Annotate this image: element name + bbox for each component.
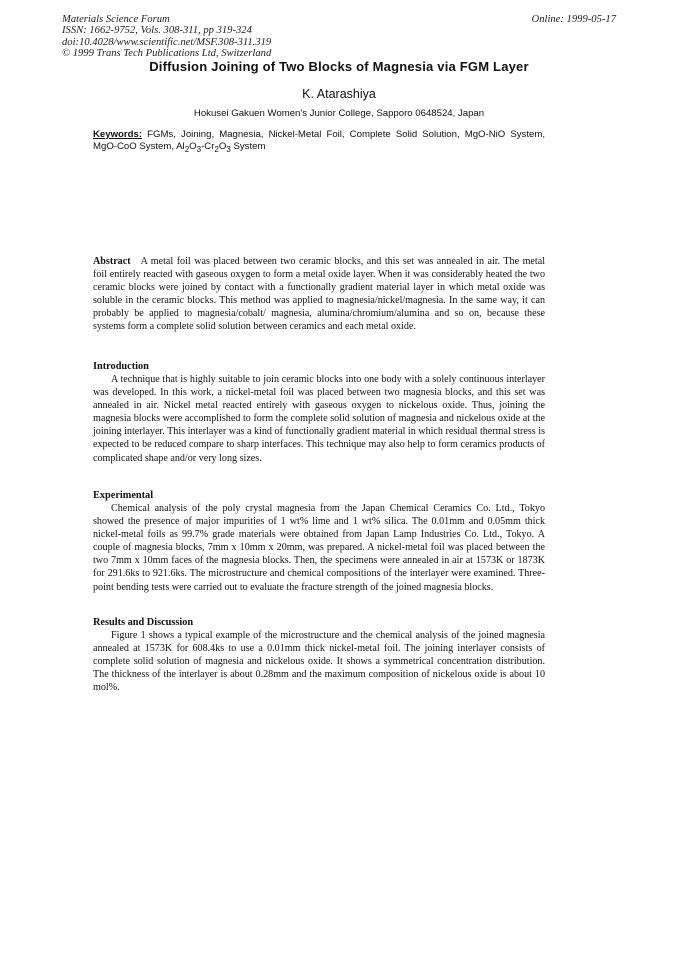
copyright-line: © 1999 Trans Tech Publications Ltd, Switzerland <box>62 48 272 60</box>
online-date: Online: 1999-05-17 <box>531 14 616 25</box>
keywords: Keywords: FGMs, Joining, Magnesia, Nickel-Metal Foil, Complete Solid Solution, MgO-NiO System, MgO-CoO System, $Al_2O_3-Cr_2O_3$ System <box>93 129 545 154</box>
abstract-text: A metal foil was placed between two ceramic blocks, and this set was annealed in air. The metal foil entirely reacted with gaseous oxygen to form a metal oxide layer. When it was considerably heated the two ceramic blocks were joined by contact with a functionally gradient material layer in which metal oxide was soluble in the ceramic blocks. This method was applied to magnesia/nickel/magnesia. In the same way, it can probably be applied to magnesia/cobalt/ magnesia, alumina/chromium/alumina and so on, because these systems form a complete solid solution between ceramics and each metal oxide. <box>93 256 545 333</box>
section-text: Chemical analysis of the poly crystal magnesia from the Japan Chemical Ceramics Co. Ltd., Tokyo showed the presence of major impurities of 1 wt% lime and 1 wt% silica. The 0.01mm and 0.05mm thick nickel-metal foils as 99.7% grade materials were obtained from Japan Lamp Industries Co. Ltd., Tokyo. A couple of magnesia blocks, 7mm x 10mm x 20mm, was prepared. A nickel-metal foil was placed between the two 7mm x 10mm faces of the magnesia blocks. Then, the specimens were annealed in air at 1573K or 1873K for 291.6ks to 921.6ks. The microstructure and chemical compositions of the interlayer were examined. Three-point bending tests were carried out to evaluate the fracture strength of the joined magnesia blocks. <box>93 503 545 593</box>
abstract <box>93 255 545 334</box>
author-name: K. Atarashiya <box>302 87 376 101</box>
keywords-label: Keywords: <box>93 129 143 140</box>
abstract-label: Abstract <box>93 256 131 267</box>
paper-title: Diffusion Joining of Two Blocks of Magnesia via FGM Layer <box>149 59 529 74</box>
issn-line: ISSN: 1662-9752, Vols. 308-311, pp 319-324 <box>62 25 252 37</box>
journal-name: Materials Science Forum <box>62 14 170 25</box>
author-affiliation: Hokusei Gakuen Women's Junior College, Sapporo 0648524, Japan <box>193 108 485 119</box>
section-heading: Introduction <box>93 361 149 372</box>
section-heading: Results and Discussion <box>93 617 194 628</box>
keywords-text: FGMs, Joining, Magnesia, Nickel-Metal Foil, Complete Solid Solution, MgO-NiO System, MgO-CoO System, Al <box>93 129 545 152</box>
section-heading: Experimental <box>93 490 154 501</box>
section-introduction <box>93 360 545 465</box>
section-results <box>93 616 545 694</box>
section-text: A technique that is highly suitable to join ceramic blocks into one body with a solely continuous interlayer was developed. In this work, a nickel-metal foil was placed between two magnesia blocks, and this set was annealed in air. Nickel metal reacted entirely with gaseous oxygen to nickelous oxide. Thus, joining the magnesia blocks were accomplished to form the complete solid solution of magnesia and nickelous oxide at the joining interlayer. This interlayer was a kind of functionally gradient material in which residual thermal stress is expected to be reduced compare to sharp interfaces. This technique may also help to form ceramics products of complicated shape and/or very long sizes. <box>93 374 545 464</box>
journal-header <box>62 14 271 60</box>
doi-line: doi:10.4028/www.scientific.net/MSF.308-311.319 <box>62 36 272 48</box>
section-experimental <box>93 489 545 594</box>
section-text: Figure 1 shows a typical example of the microstructure and the chemical analysis of the joined magnesia annealed at 1573K for 608.4ks to use a 0.01mm thick nickel-metal foil. The joining interlayer consists of complete solid solution of magnesia and nickelous oxide. It shows a symmetrical concentration distribution. The thickness of the interlayer is about 0.28mm and the maximum composition of nickelous oxide is about 10 mol%. <box>93 630 545 694</box>
